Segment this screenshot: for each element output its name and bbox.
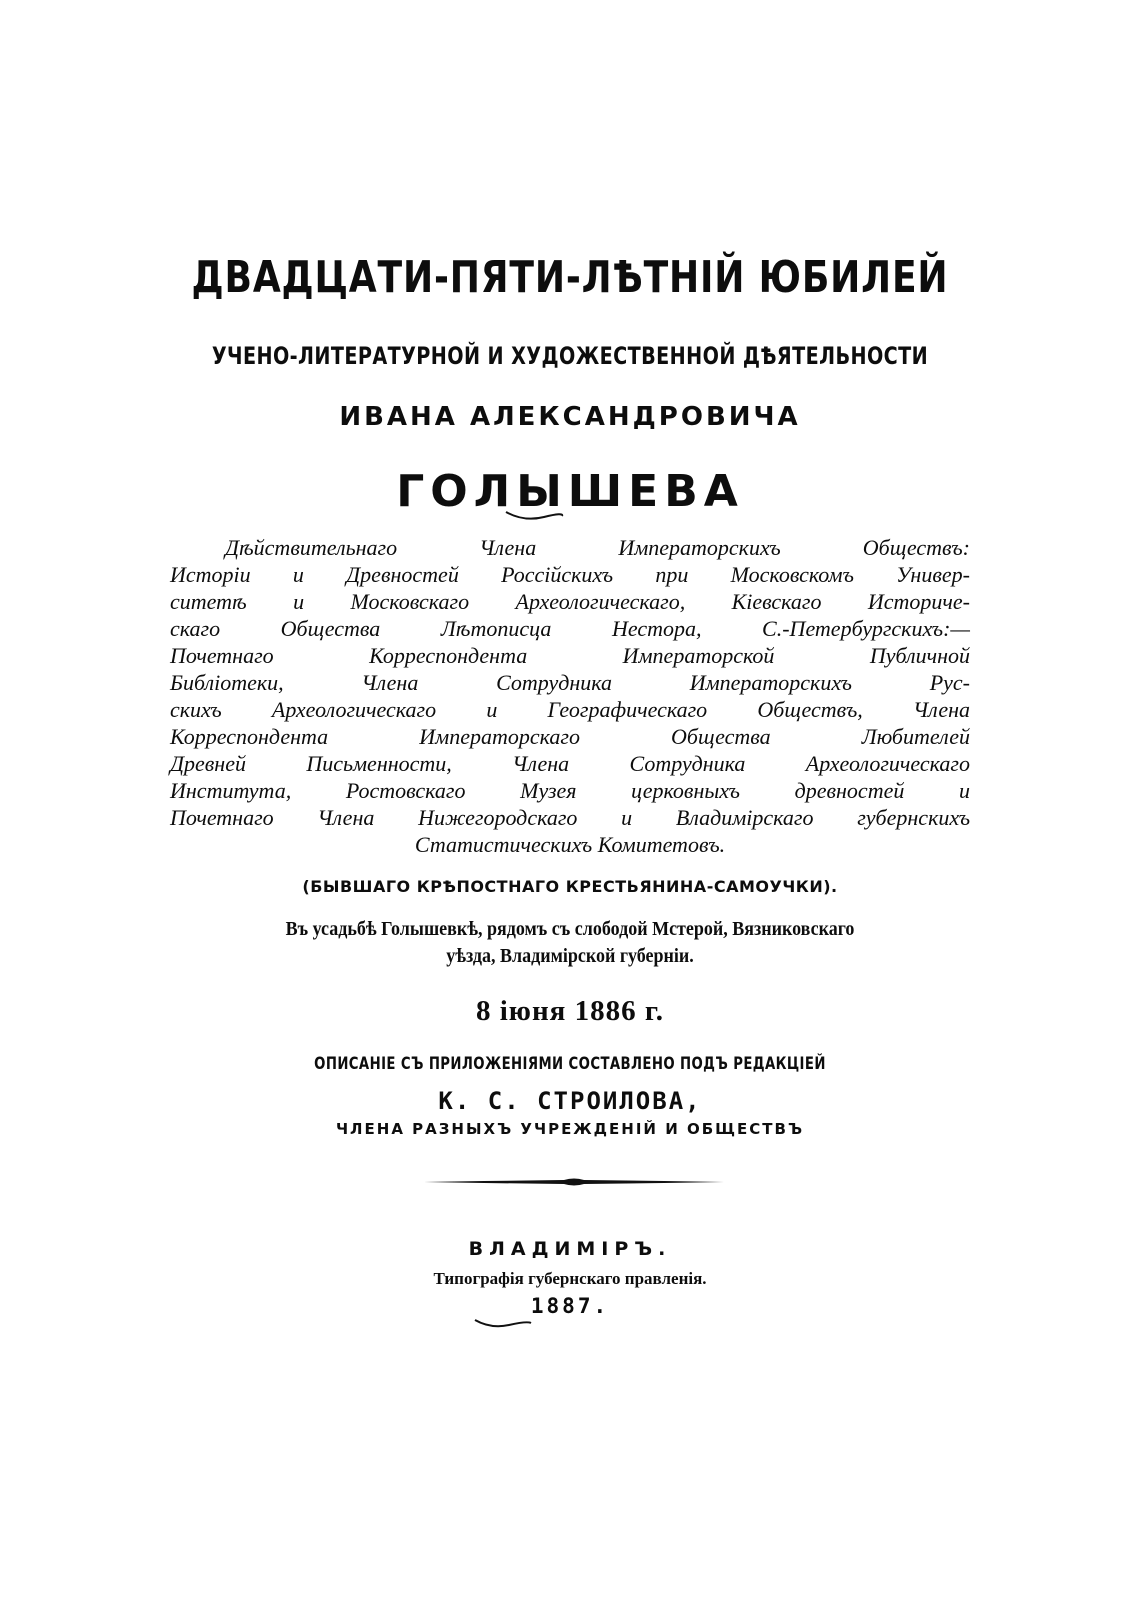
credentials-line: Почетнаго Корреспондента Императорской Публичной <box>170 643 970 668</box>
location-line: уѣзда, Владимірской губерніи. <box>446 945 694 967</box>
credentials-line: Исторіи и Древностей Россійскихъ при Московскомъ Универ- <box>170 562 970 587</box>
honoree-name: ИВАНА АЛЕКСАНДРОВИЧА <box>339 402 801 432</box>
description-line: ОПИСАНІЕ СЪ ПРИЛОЖЕНІЯМИ СОСТАВЛЕНО ПОДЪ РЕДАКЦІЕЙ <box>314 1054 826 1074</box>
publication-city: ВЛАДИМІРЪ. <box>468 1238 672 1260</box>
credentials-line: скаго Общества Лѣтописца Нестора, С.-Петербургскихъ:— <box>170 616 970 641</box>
credentials-line: ситетѣ и Московскаго Археологическаго, Кіевскаго Историче- <box>170 589 970 614</box>
year-swash-ornament <box>473 1317 533 1331</box>
parenthetical-note: (БЫВШАГО КРѢПОСТНАГО КРЕСТЬЯНИНА-САМОУЧКИ). <box>302 877 838 896</box>
publication-year: 1887. <box>530 1294 610 1318</box>
surname-swash-ornament <box>504 508 564 524</box>
credentials-line: Института, Ростовскаго Музея церковныхъ древностей и <box>170 778 970 803</box>
editor-role: ЧЛЕНА РАЗНЫХЪ УЧРЕЖДЕНІЙ И ОБЩЕСТВЪ <box>335 1120 805 1138</box>
credentials-line: Дѣйствительнаго Члена Императорскихъ Обществъ: <box>225 535 970 560</box>
credentials-line: Древней Письменности, Члена Сотрудника Археологическаго <box>170 751 970 776</box>
page-title: ДВАДЦАТИ-ПЯТИ-ЛѢТНІЙ ЮБИЛЕЙ <box>191 252 949 303</box>
location-line: Въ усадьбѣ Голышевкѣ, рядомъ съ слободой Мстерой, Вязниковскаго <box>285 918 855 940</box>
page-subtitle: УЧЕНО-ЛИТЕРАТУРНОЙ И ХУДОЖЕСТВЕННОЙ ДѢЯТЕЛЬНОСТИ <box>211 342 929 370</box>
credentials-line: скихъ Археологическаго и Географическаго Обществъ, Члена <box>170 697 970 722</box>
divider-ornament <box>424 1175 724 1189</box>
credentials-line: Почетнаго Члена Нижегородскаго и Владимірскаго губернскихъ <box>170 805 970 830</box>
printer-line: Типографія губернскаго правленія. <box>433 1269 707 1288</box>
credentials-line: Корреспондента Императорскаго Общества Любителей <box>170 724 970 749</box>
jubilee-date: 8 іюня 1886 г. <box>475 995 664 1027</box>
editor-name: К. С. СТРОИЛОВА, <box>438 1087 702 1115</box>
credentials-line: Статистическихъ Комитетовъ. <box>414 832 726 857</box>
credentials-line: Библіотеки, Члена Сотрудника Императорскихъ Рус- <box>170 670 970 695</box>
honoree-surname: ГОЛЫШЕВА <box>396 466 744 517</box>
